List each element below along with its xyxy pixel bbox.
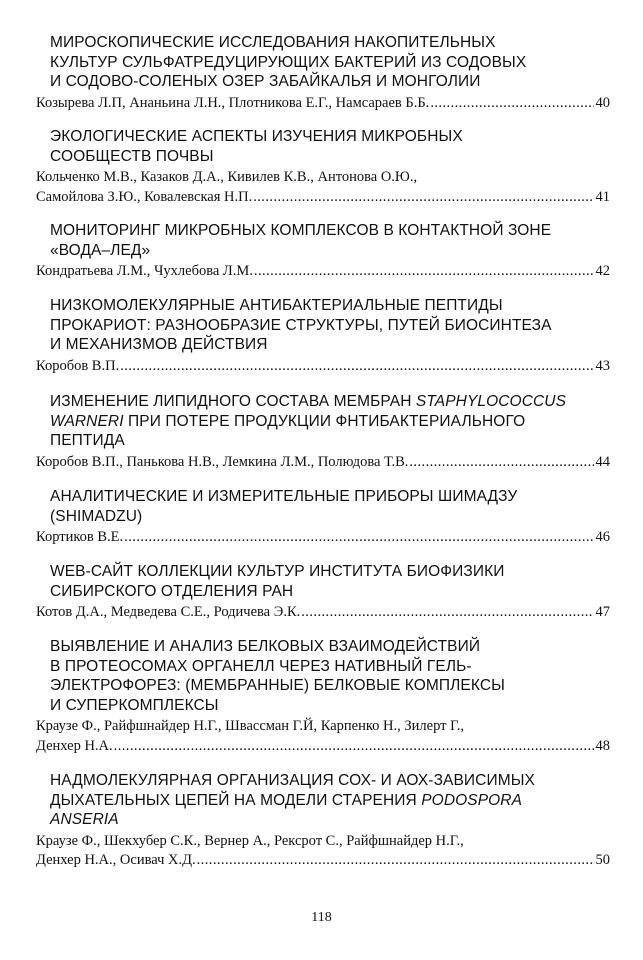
entry-title-line: СООБЩЕСТВ ПОЧВЫ <box>50 147 214 165</box>
entry-title-line: ПРОКАРИОТ: РАЗНООБРАЗИЕ СТРУКТУРЫ, ПУТЕЙ БИОСИНТЕЗА <box>50 316 552 334</box>
entry-page-number: 41 <box>595 188 610 205</box>
dot-leader <box>120 357 593 377</box>
authors-line: Козырева Л.П, Ананьина Л.Н., Плотникова Е.Г., Намсараев Б.Б. <box>36 94 430 111</box>
authors-line-with-page <box>36 737 610 757</box>
entry-page-number: 43 <box>595 357 610 374</box>
dot-leader <box>114 737 594 757</box>
entry-title-italic: PODOSPORA <box>421 791 523 809</box>
entry-title-line: ЭКОЛОГИЧЕСКИЕ АСПЕКТЫ ИЗУЧЕНИЯ МИКРОБНЫХ <box>50 128 463 145</box>
authors-line: Кольченко М.В., Казаков Д.А., Кивилев К.В., Антонова О.Ю., <box>36 169 418 185</box>
entry-authors <box>36 262 610 282</box>
entry-title-italic: ANSERIA <box>50 811 119 828</box>
entry-title-line: И МЕХАНИЗМОВ ДЕЙСТВИЯ <box>50 336 268 353</box>
entry-page-number: 40 <box>595 94 610 111</box>
dot-leader <box>197 851 594 871</box>
entry-title-line: (SHIMADZU) <box>50 507 143 525</box>
entry-title <box>50 33 610 92</box>
entry-title-line: В ПРОТЕОСОМАХ ОРГАНЕЛЛ ЧЕРЕЗ НАТИВНЫЙ ГЕЛЬ- <box>50 657 472 675</box>
entry-title-text: ПРИ ПОТЕРЕ ПРОДУКЦИИ ФНТИБАКТЕРИАЛЬНОГО <box>123 412 526 430</box>
entry-title <box>50 127 610 166</box>
entry-authors <box>36 357 610 377</box>
dot-leader <box>253 188 593 208</box>
entry-title-text: ДЫХАТЕЛЬНЫХ ЦЕПЕЙ НА МОДЕЛИ СТАРЕНИЯ <box>50 791 422 809</box>
authors-line: Коробов В.П. <box>36 357 120 374</box>
entry-title-line <box>50 431 610 451</box>
entry-authors <box>36 603 610 623</box>
entry-page-number: 50 <box>595 852 610 868</box>
toc-entry <box>36 221 610 282</box>
entry-title-line: МИРОСКОПИЧЕСКИЕ ИССЛЕДОВАНИЯ НАКОПИТЕЛЬНЫХ <box>50 34 496 51</box>
toc-entry <box>36 637 610 756</box>
entry-authors <box>36 94 610 114</box>
entry-title-text: НАДМОЛЕКУЛЯРНАЯ ОРГАНИЗАЦИЯ СОХ- И АОХ-ЗАВИСИМЫХ <box>50 772 535 789</box>
toc-entry <box>36 33 610 113</box>
entry-title-text: ИЗМЕНЕНИЕ ЛИПИДНОГО СОСТАВА МЕМБРАН <box>50 393 416 410</box>
entry-title-line: КУЛЬТУР СУЛЬФАТРЕДУЦИРУЮЩИХ БАКТЕРИЙ ИЗ СОДОВЫХ <box>50 53 527 71</box>
entry-title <box>50 771 610 830</box>
entry-authors <box>36 528 610 548</box>
entry-title-line <box>50 412 610 432</box>
authors-line: Краузе Ф., Райфшнайдер Н.Г., Швассман Г.Й, Карпенко Н., Зилерт Г., <box>36 718 465 734</box>
entry-title-line: ВЫЯВЛЕНИЕ И АНАЛИЗ БЕЛКОВЫХ ВЗАИМОДЕЙСТВИЙ <box>50 638 481 655</box>
authors-line-with-page <box>36 94 610 114</box>
entry-title <box>50 487 610 526</box>
authors-line-with-page <box>36 603 610 623</box>
entry-title-line: АНАЛИТИЧЕСКИЕ И ИЗМЕРИТЕЛЬНЫЕ ПРИБОРЫ ШИМАДЗУ <box>50 488 518 505</box>
entry-title-italic: STAPHYLOCOCCUS <box>415 393 567 410</box>
entry-page-number: 48 <box>595 737 610 754</box>
entry-title <box>50 296 610 355</box>
entry-title-line: НИЗКОМОЛЕКУЛЯРНЫЕ АНТИБАКТЕРИАЛЬНЫЕ ПЕПТИДЫ <box>50 297 503 314</box>
authors-line: Денхер Н.А. <box>36 737 113 754</box>
toc-entry <box>36 487 610 548</box>
toc-entry <box>36 771 610 871</box>
authors-line-with-page <box>36 262 610 282</box>
entry-page-number: 46 <box>595 529 610 545</box>
dot-leader <box>430 94 593 114</box>
page-number: 118 <box>311 910 332 925</box>
entry-title-line: «ВОДА–ЛЕД» <box>50 241 151 259</box>
entry-title-italic: WARNERI <box>50 412 124 430</box>
toc-entry <box>36 127 610 207</box>
entry-page-number: 42 <box>595 263 610 279</box>
toc-entry <box>36 392 610 472</box>
authors-line: Кондратьева Л.М., Чухлебова Л.М. <box>36 263 253 279</box>
toc-entry <box>36 296 610 376</box>
entry-title-line <box>50 810 610 830</box>
entry-title-line: И СОДОВО-СОЛЕНЫХ ОЗЕР ЗАБАЙКАЛЬЯ И МОНГОЛИИ <box>50 73 481 90</box>
toc-entry <box>36 562 610 623</box>
authors-line-with-page <box>36 357 610 377</box>
entry-authors <box>36 453 610 473</box>
authors-line-with-page <box>36 453 610 473</box>
entry-page-number: 47 <box>595 604 610 620</box>
entry-title-line: СИБИРСКОГО ОТДЕЛЕНИЯ РАН <box>50 582 294 600</box>
authors-line: Котов Д.А., Медведева С.Е., Родичева Э.К. <box>36 604 301 620</box>
entry-authors <box>36 717 610 756</box>
entry-authors <box>36 168 610 207</box>
authors-line: Кортиков В.Е. <box>36 529 124 545</box>
authors-line: Коробов В.П., Панькова Н.В., Лемкина Л.М., Полюдова Т.В. <box>36 453 409 470</box>
entry-page-number: 44 <box>595 453 610 470</box>
dot-leader <box>254 262 594 282</box>
entry-title-line <box>50 771 610 791</box>
entry-title-line <box>50 392 610 412</box>
entry-title-line: И СУПЕРКОМПЛЕКСЫ <box>50 696 219 714</box>
entry-title-line <box>50 791 610 811</box>
dot-leader <box>409 453 593 473</box>
authors-line: Денхер Н.А., Осивач Х.Д. <box>36 852 196 868</box>
entry-authors <box>36 832 610 871</box>
authors-line-with-page <box>36 528 610 548</box>
authors-line-with-page <box>36 851 610 871</box>
entry-title-text: ПЕПТИДА <box>50 432 125 449</box>
entry-title <box>50 637 610 715</box>
dot-leader <box>301 603 593 623</box>
entry-title <box>50 392 610 451</box>
entry-title-line: ЭЛЕКТРОФОРЕЗ: (МЕМБРАННЫЕ) БЕЛКОВЫЕ КОМПЛЕКСЫ <box>50 677 505 694</box>
authors-line: Краузе Ф., Шекхубер С.К., Вернер А., Рексрот С., Райфшнайдер Н.Г., <box>36 832 464 849</box>
entry-title <box>50 221 610 260</box>
entry-title-line: WEB-САЙТ КОЛЛЕКЦИИ КУЛЬТУР ИНСТИТУТА БИОФИЗИКИ <box>50 563 505 580</box>
dot-leader <box>124 528 593 548</box>
authors-line-with-page <box>36 188 610 208</box>
entry-title <box>50 562 610 601</box>
authors-line: Самойлова З.Ю., Ковалевская Н.П. <box>36 188 253 205</box>
entry-title-line: МОНИТОРИНГ МИКРОБНЫХ КОМПЛЕКСОВ В КОНТАКТНОЙ ЗОНЕ <box>50 222 552 239</box>
